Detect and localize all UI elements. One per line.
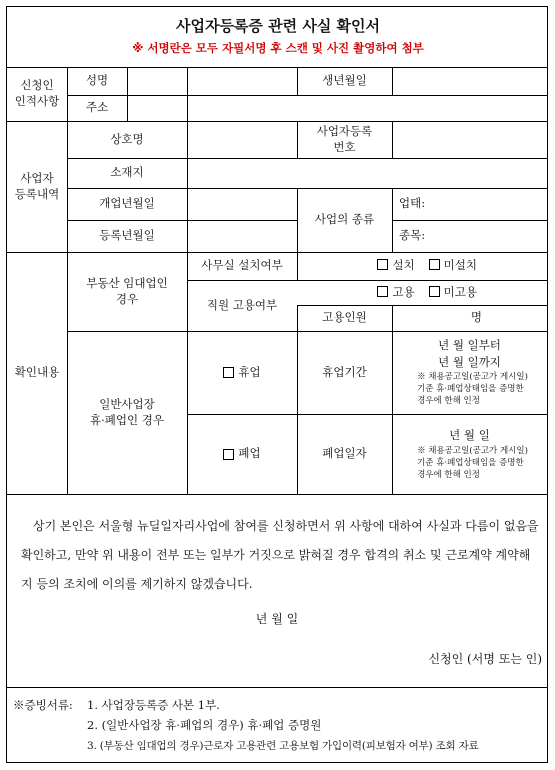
suspend-period-label: 휴업기간 xyxy=(322,364,367,379)
close-checkbox[interactable] xyxy=(187,414,297,494)
suspend-checkbox[interactable] xyxy=(187,331,297,414)
office-yes-label: 설치 xyxy=(392,258,415,273)
proof-label: ※증빙서류: xyxy=(13,698,73,712)
employ-label: 직원 고용여부 xyxy=(206,297,278,312)
proof-item-3: 3. (부동산 임대업의 경우)근로자 고용관련 고용보험 가입이력(피보험자 여부) 조회 자료 xyxy=(87,740,479,752)
checkbox-icon xyxy=(223,367,234,378)
employ-no-label: 미고용 xyxy=(443,284,477,299)
checkbox-icon xyxy=(377,286,388,297)
office-no-label: 미설치 xyxy=(443,258,477,273)
proof-item-2: 2. (일반사업장 휴·폐업의 경우) 휴·폐업 증명원 xyxy=(87,718,322,732)
applicant-section-label: 신청인 인적사항 xyxy=(14,78,60,108)
checkbox-icon xyxy=(223,449,234,460)
employ-no-checkbox[interactable] xyxy=(429,285,477,301)
checkbox-icon xyxy=(429,259,440,270)
business-item-field[interactable]: 종목: xyxy=(399,228,426,243)
name-label: 성명 xyxy=(85,73,109,88)
office-label: 사무실 설치여부 xyxy=(201,258,283,273)
rule xyxy=(392,188,393,252)
business-category-field[interactable]: 업태: xyxy=(399,196,426,211)
employee-count-label: 고용인원 xyxy=(322,310,367,325)
employ-yes-label: 고용 xyxy=(392,284,415,299)
business-type-label: 사업의 종류 xyxy=(314,212,375,227)
open-date-field[interactable] xyxy=(187,188,297,220)
suspend-period-field[interactable] xyxy=(392,331,547,414)
signature-notice: ※ 서명란은 모두 자필서명 후 스캔 및 사진 촬영하여 첨부 xyxy=(132,41,424,55)
office-options xyxy=(297,252,547,280)
employ-yes-checkbox[interactable] xyxy=(377,285,414,301)
location-field[interactable] xyxy=(187,158,547,188)
checkbox-icon xyxy=(429,286,440,297)
general-case-label: 일반사업장 휴·폐업인 경우 xyxy=(90,396,164,427)
suspend-label: 휴업 xyxy=(238,364,261,379)
address-label: 주소 xyxy=(85,100,109,115)
confirm-section-label: 확인내용 xyxy=(14,365,60,380)
date-line: 년 월 일 xyxy=(255,611,299,626)
close-date-label: 폐업일자 xyxy=(322,446,367,461)
page-title: 사업자등록증 관련 사실 확인서 xyxy=(175,17,381,35)
declaration-text: 상기 본인은 서울형 뉴딜일자리사업에 참여를 신청하면서 위 사항에 대하여 사실과 다름이 없음을 확인하고, 만약 위 내용이 전부 또는 일부가 거짓으로 밝혀질 경우 합격의 취소 및 근로계약 계약해지 등의 조치에 이의를 제기하지 않겠습니다. xyxy=(21,519,539,591)
signature-line[interactable]: 신청인 (서명 또는 인) xyxy=(428,651,542,666)
checkbox-icon xyxy=(377,259,388,270)
employ-options xyxy=(297,280,547,305)
name-field[interactable] xyxy=(127,67,297,95)
close-date-field[interactable] xyxy=(392,414,547,494)
office-yes-checkbox[interactable] xyxy=(377,258,414,274)
lease-case-label: 부동산 임대업인 경우 xyxy=(86,275,168,306)
suspend-dates: 년 월 일부터 년 월 일까지 xyxy=(438,338,501,370)
trade-name-field[interactable] xyxy=(187,121,297,158)
reg-date-label: 등록년월일 xyxy=(99,228,155,243)
reg-no-field[interactable] xyxy=(392,121,547,158)
address-field[interactable] xyxy=(127,95,547,121)
open-date-label: 개업년월일 xyxy=(99,196,155,211)
reg-date-field[interactable] xyxy=(187,220,297,252)
business-section-label: 사업자 등록내역 xyxy=(14,170,60,201)
office-no-checkbox[interactable] xyxy=(429,258,477,274)
birth-field[interactable] xyxy=(392,67,547,95)
birth-label: 생년월일 xyxy=(322,73,367,88)
suspend-note: ※ 채용공고일(공고가 게시일) 기준 휴·폐업상태임을 증명한 경우에 한해 인정 xyxy=(417,371,528,407)
location-label: 소재지 xyxy=(110,165,144,180)
employee-count-field[interactable]: 명 xyxy=(470,310,482,325)
close-note: ※ 채용공고일(공고가 게시일) 기준 휴·폐업상태임을 증명한 경우에 한해 인정 xyxy=(417,445,528,481)
close-dates: 년 월 일 xyxy=(449,428,490,443)
trade-name-label: 상호명 xyxy=(110,131,144,146)
close-label: 폐업 xyxy=(238,446,261,461)
proof-item-1: 1. 사업장등록증 사본 1부. xyxy=(87,698,220,712)
rule xyxy=(7,494,547,495)
reg-no-label: 사업자등록 번호 xyxy=(316,123,373,154)
form-frame xyxy=(6,6,548,763)
rule xyxy=(7,687,547,688)
